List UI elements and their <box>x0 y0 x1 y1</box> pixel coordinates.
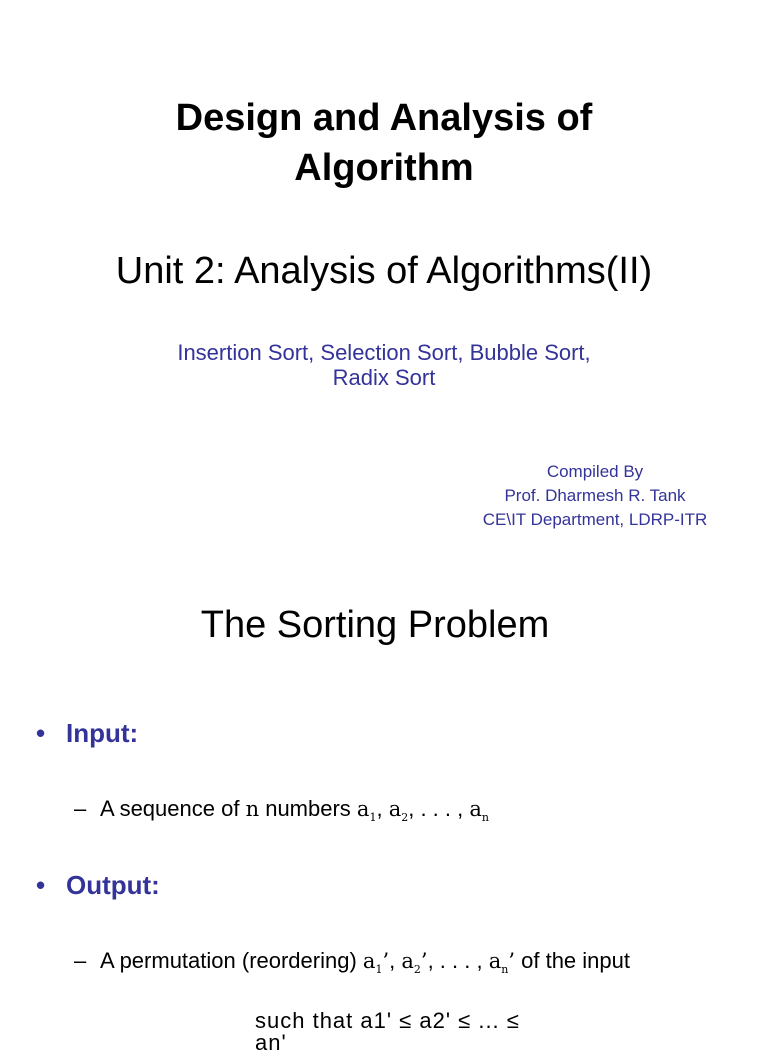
term-a2-prime: $a_2$’ <box>401 949 428 976</box>
topics-list <box>0 340 768 390</box>
slide-heading: The Sorting Problem <box>200 604 550 646</box>
credits-department: CE\IT Department, LDRP-ITR <box>482 510 708 529</box>
topics-line1: Insertion Sort, Selection Sort, Bubble Sort, <box>177 340 591 365</box>
dash-icon: – <box>74 796 87 821</box>
course-title-line2: Algorithm <box>294 147 474 189</box>
sub-output-suffix: of the input <box>515 948 630 973</box>
bullet-dot-icon: • <box>36 718 46 748</box>
term-a2: $a_2$ <box>388 797 409 824</box>
credits-author: Prof. Dharmesh R. Tank <box>504 486 686 505</box>
bullet-output-label: Output: <box>66 870 160 900</box>
course-title-line1: Design and Analysis of <box>175 97 593 139</box>
sub-output: – A permutation (reordering) $a_1$’, $a_2$’, . . . , $a_n$’ of the input <box>74 948 630 976</box>
bullet-dot-icon: • <box>36 870 46 900</box>
term-a1-prime: $a_1$’ <box>362 949 390 976</box>
sub-output-prefix: A permutation (reordering) <box>100 948 363 973</box>
cut-off-text-line <box>255 1008 555 1055</box>
sub-input-mid: numbers <box>259 796 357 821</box>
bullet-output <box>36 870 160 901</box>
credits-block <box>440 460 750 532</box>
bullet-input-label: Input: <box>66 718 139 748</box>
sub-input-ellipsis: , . . . , <box>408 796 470 821</box>
sub-input-prefix: A sequence of <box>100 796 246 821</box>
sub-output-ellipsis: , . . . , <box>427 948 489 973</box>
sub-input: – A sequence of n numbers $a_1$, $a_2$, . . . , $a_n$ <box>74 796 489 824</box>
term-a1: $a_1$ <box>356 797 377 824</box>
sorting-problem-slide <box>0 570 768 1055</box>
credits-compiled-by: Compiled By <box>546 462 644 481</box>
cut-off-text: such that a1' ≤ a2' ≤ ... ≤ an' <box>255 1008 520 1055</box>
var-n: n <box>245 797 260 821</box>
course-title <box>0 93 768 193</box>
bullet-input <box>36 718 138 749</box>
term-an-prime: $a_n$’ <box>488 949 516 976</box>
term-an: $a_n$ <box>469 797 489 824</box>
topics-line2: Radix Sort <box>332 365 436 390</box>
dash-icon: – <box>74 948 87 973</box>
unit-title: Unit 2: Analysis of Algorithms(II) <box>115 250 653 292</box>
